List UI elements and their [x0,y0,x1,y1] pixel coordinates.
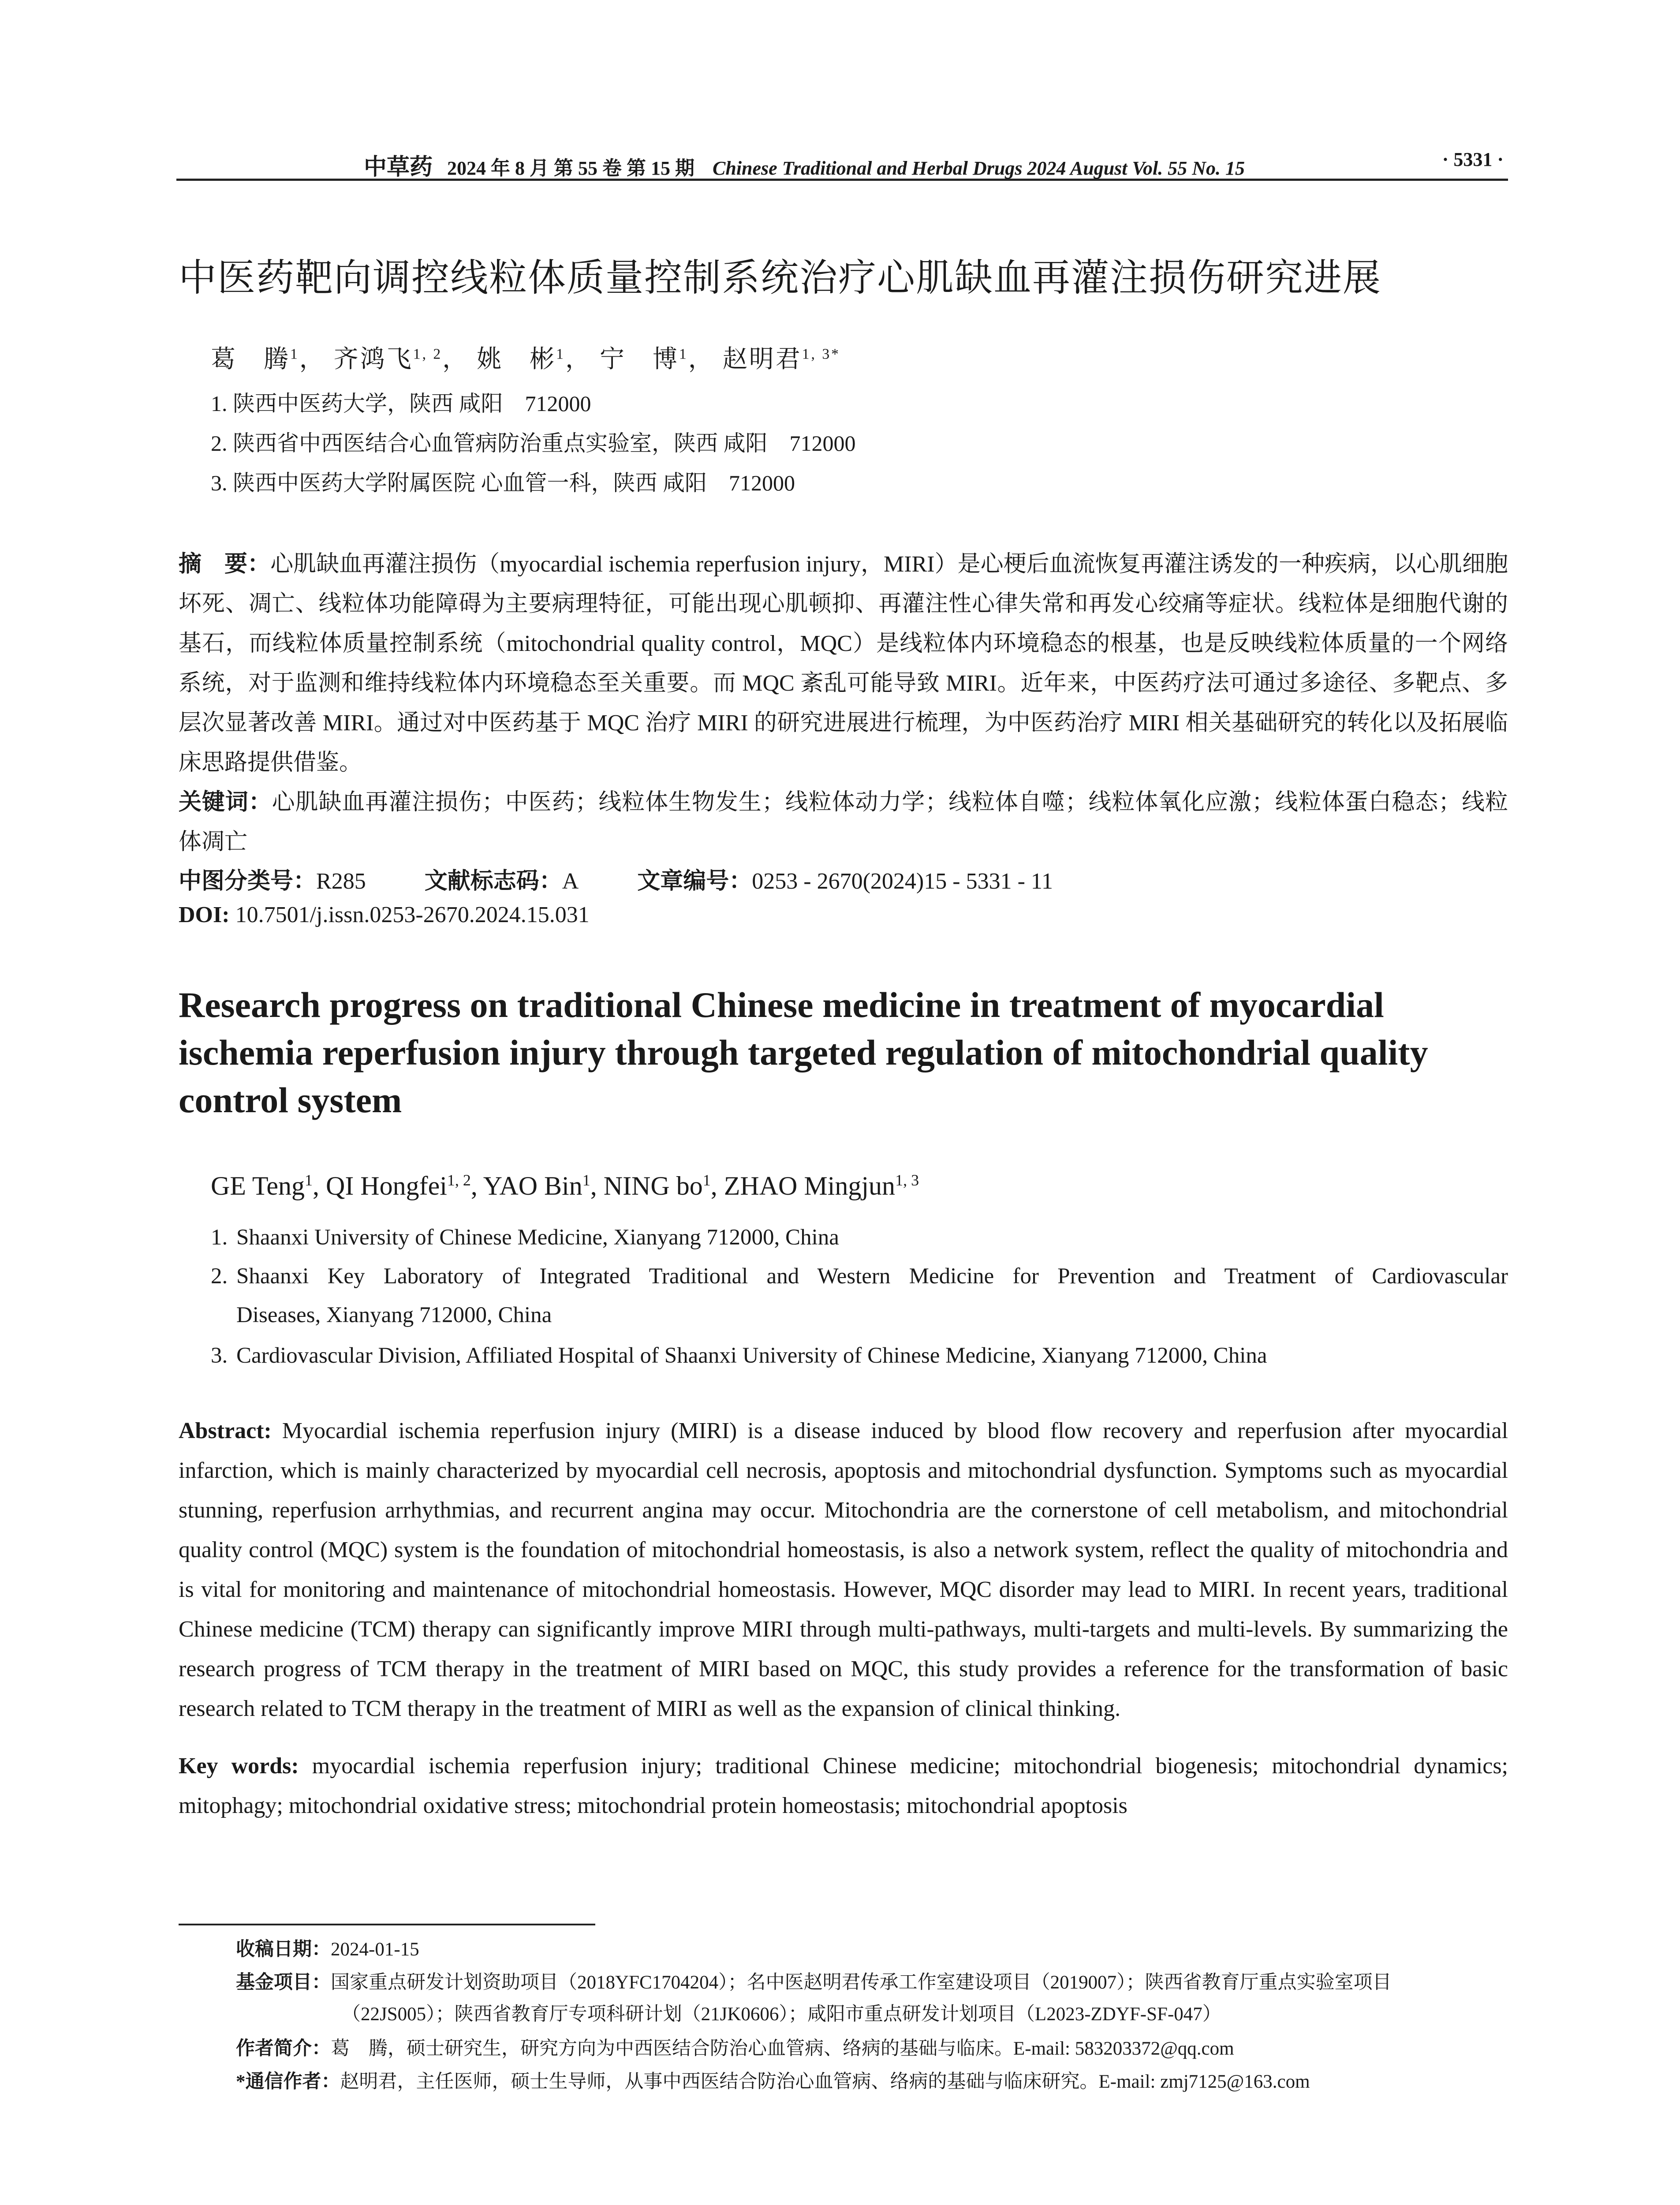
author-affil-sup: 1, 2 [447,1171,471,1189]
classification-line [179,862,1106,895]
authors-en: GE Teng$^1$, QI Hongfei$^{1, 2}$, YAO Bin$^1$, NING $bo^1$, ZHAO Mingjun$^{1, 3}$ [211,1171,919,1200]
author-affil-sup: 1 [305,1171,313,1189]
keywords-cn-label: 关键词： [179,790,272,815]
affiliation-text: Shaanxi University of Chinese Medicine, Xianyang 712000, China [236,1225,839,1250]
author-affil-sup: 1 [556,346,565,363]
abstract-cn [179,545,1508,862]
fund-line-2: （22JS005）；陕西省教育厅专项科研计划（21JK0606）；咸阳市重点研发计划项目（L2023-ZDYF-SF-047） [342,2004,1221,2025]
author-affil-sup: 1, 3* [802,346,840,363]
author-affil-sup: 1 [290,346,299,363]
abstract-cn-label: 摘 要： [179,552,271,577]
article-no-label: 文章编号： [637,869,752,894]
affiliation-number: 3. [211,1343,228,1368]
author-en: YAO Bin [483,1171,582,1200]
authors-cn: 葛 腾$^1$， 齐鸿飞$^{1, 2}$， 姚 彬$^1$， 宁 博$^1$， 赵明君$^{1, 3*}$ [211,346,840,373]
doi-value: 10.7501/j.issn.0253-2670.2024.15.031 [235,902,590,927]
article-no-value: 0253 - 2670(2024)15 - 5331 - 11 [752,869,1053,894]
keywords-en-label: Key words: [179,1753,299,1779]
received-label: 收稿日期： [236,1939,331,1960]
author-cn: 葛 腾 [211,346,290,373]
affiliation-cn: 2. 陕西省中西医结合心血管病防治重点实验室，陕西 咸阳 712000 [211,431,856,456]
running-header [176,142,1508,180]
author-affil-sup: 1 [582,1171,590,1189]
journal-name-en: Chinese Traditional and Herbal Drugs 2024 August Vol. 55 No. 15 [713,157,1245,179]
footnote-received [236,1934,1508,1966]
author-en: ZHAO Mingjun [724,1171,896,1200]
header-rule [176,179,1508,181]
author-en: QI Hongfei [326,1171,447,1200]
author-cn: 姚 彬 [477,346,556,373]
doc-code-label: 文献标志码： [424,869,562,894]
doi-label: DOI: [179,902,230,927]
abstract-en-label: Abstract: [179,1418,272,1443]
title-en: Research progress on traditional Chinese medicine in treatment of myocardial ischemia reperfusion injury through targeted regulation of mitochondrial quality control system [179,985,1428,1120]
doi-line [179,902,590,928]
author-affil-sup: 1 [679,346,688,363]
author-affil-sup: 1, 2 [413,346,443,363]
clc-label: 中图分类号： [179,869,317,894]
author-en: GE Teng [211,1171,305,1200]
abstract-en [179,1411,1508,1729]
keywords-en [179,1746,1508,1826]
affiliation-number: 1. [211,1225,228,1250]
issue-cn: 2024 年 8 月 第 55 卷 第 15 期 [447,157,695,179]
author-cn: 齐鸿飞 [333,346,413,373]
author-bio-value: 葛 腾，硕士研究生，研究方向为中西医结合防治心血管病、络病的基础与临床。E-mail: 583203372@qq.com [331,2038,1234,2059]
affiliation-text: Diseases, Xianyang 712000, China [236,1303,552,1327]
affiliation-en [211,1336,1508,1375]
affiliation-number: 2. [211,1264,228,1289]
affiliation-cn: 3. 陕西中医药大学附属医院 心血管一科，陕西 咸阳 712000 [211,471,795,495]
affiliation-en-continued [211,1296,1508,1334]
fund-line-1: 国家重点研发计划资助项目（2018YFC1704204）；名中医赵明君传承工作室建设项目（2019007）；陕西省教育厅重点实验室项目 [331,1972,1392,1993]
clc-value: R285 [316,869,366,894]
affiliation-en [211,1218,1508,1257]
received-value: 2024-01-15 [331,1939,419,1960]
author-en: NING bo [603,1171,703,1200]
title-cn: 中医药靶向调控线粒体质量控制系统治疗心肌缺血再灌注损伤研究进展 [179,256,1381,300]
abstract-cn-text: 心肌缺血再灌注损伤（myocardial ischemia reperfusion injury，MIRI）是心梗后血流恢复再灌注诱发的一种疾病，以心肌细胞坏死、凋亡、线粒体功能障碍为主要病理特征，可能出现心肌顿抑、再灌注性心律失常和再发心绞痛等症状。线粒体是细胞代谢的基石，而线粒体质量控制系统（mitochondrial quality control，MQC）是线粒体内环境稳态的根基，也是反映线粒体质量的一个网络系统，对于监测和维持线粒体内环境稳态至关重要。而 MQC 紊乱可能导致 MIRI。近年来，中医药疗法可通过多途径、多靶点、多层次显著改善 MIRI。通过对中医药基于 MQC 治疗 MIRI 的研究进展进行梳理，为中医药治疗 MIRI 相关基础研究的转化以及拓展临床思路提供借鉴。 [179,552,1508,775]
author-cn: 赵明君 [722,346,802,373]
affiliation-en [211,1257,1508,1296]
journal-line [364,148,1245,181]
corresponding-value: 赵明君，主任医师，硕士生导师，从事中西医结合防治心血管病、络病的基础与临床研究。E-mail: zmj7125@163.com [340,2071,1310,2092]
footnote-rule [179,1924,595,1925]
corresponding-label: *通信作者： [236,2071,340,2092]
author-bio-label: 作者简介： [236,2038,331,2059]
footnote-corresponding [236,2066,1508,2098]
journal-name-cn: 中草药 [364,155,433,180]
affiliation-cn: 1. 陕西中医药大学，陕西 咸阳 712000 [211,391,591,416]
doc-code-value: A [562,869,579,894]
footnote-author [236,2033,1508,2065]
footnote-fund [236,1967,1508,2030]
abstract-en-text: Myocardial ischemia reperfusion injury (MIRI) is a disease induced by blood flow recovery and reperfusion after myocardial infarction, which is mainly characterized by myocardial cell necrosis, apoptosis and mitochondrial dysfunction. Symptoms such as myocardial stunning, reperfusion arrhythmias, and recurrent angina may occur. Mitochondria are the cornerstone of cell metabolism, and mitochondrial quality control (MQC) system is the foundation of mitochondrial homeostasis, is also a network system, reflect the quality of mitochondria and is vital for monitoring and maintenance of mitochondrial homeostasis. However, MQC disorder may lead to MIRI. In recent years, traditional Chinese medicine (TCM) therapy can significantly improve MIRI through multi-pathways, multi-targets and multi-levels. By summarizing the research progress of TCM therapy in the treatment of MIRI based on MQC, this study provides a reference for the transformation of basic research related to TCM therapy in the treatment of MIRI as well as the expansion of clinical thinking. [179,1418,1508,1721]
author-cn: 宁 博 [599,346,679,373]
keywords-cn-text: 心肌缺血再灌注损伤；中医药；线粒体生物发生；线粒体动力学；线粒体自噬；线粒体氧化应激；线粒体蛋白稳态；线粒体凋亡 [179,790,1508,855]
page-number: · 5331 · [1442,149,1504,170]
affiliation-text: Cardiovascular Division, Affiliated Hospital of Shaanxi University of Chinese Medicine, Xianyang 712000, China [236,1343,1267,1368]
author-affil-sup: 1, 3 [895,1171,919,1189]
keywords-en-text: myocardial ischemia reperfusion injury; traditional Chinese medicine; mitochondrial biogenesis; mitochondrial dynamics; mitophagy; mitochondrial oxidative stress; mitochondrial protein homeostasis; mitochondrial apoptosis [179,1753,1508,1818]
fund-label: 基金项目： [236,1972,331,1993]
author-affil-sup: 1 [702,1171,711,1189]
affiliation-text: Shaanxi Key Laboratory of Integrated Traditional and Western Medicine for Prevention and Treatment of Cardiovascular [236,1264,1508,1289]
